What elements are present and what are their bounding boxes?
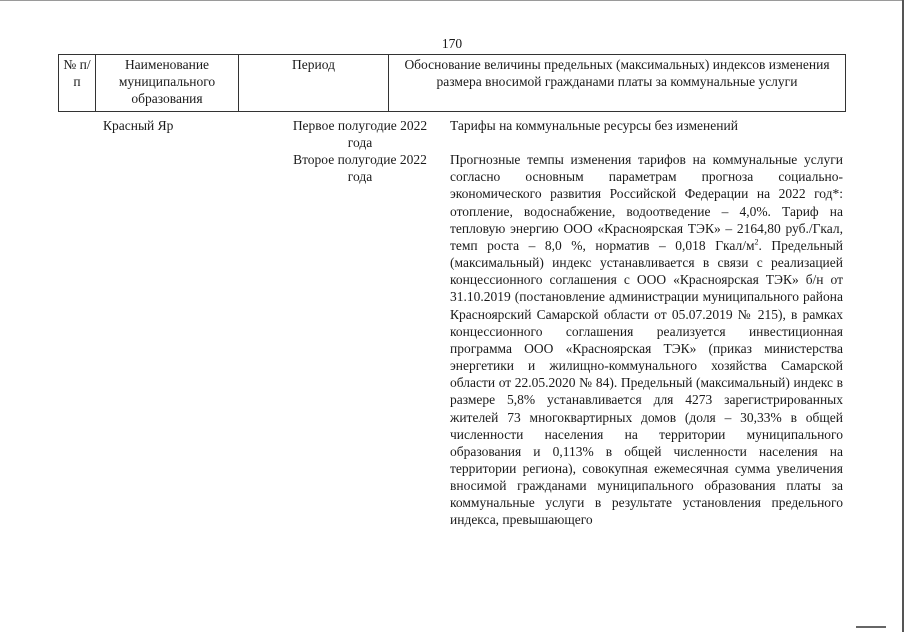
basis-text-part-1: Прогнозные темпы изменения тарифов на коммунальные услуги согласно основным параметрам прогноза социально-экономического развития Российской Федерации на 2022 год*: отопление, водоснабжение, водоотведение – 4,0%. Тариф на тепловую энергию ООО «Красноярская ТЭК» – 2164,80 руб./Гкал, темп роста – 8,0 %, норматив – 0,018 Гкал/м (450, 152, 843, 253)
header-cell-name: Наименование муниципального образования (96, 55, 239, 112)
header-row (59, 55, 846, 112)
basis-paragraph-first-half: Тарифы на коммунальные ресурсы без изменений (450, 118, 738, 133)
header-cell-period: Период (239, 55, 389, 112)
basis-paragraph-second-half (450, 151, 843, 528)
basis-column (450, 117, 843, 529)
scan-artifact (856, 626, 886, 628)
period-second-half: Второе полугодие 2022 года (293, 152, 427, 184)
page-number: 170 (441, 36, 463, 51)
period-first-half: Первое полугодие 2022 года (292, 118, 428, 150)
header-cell-basis: Обоснование величины предельных (максимальных) индексов изменения размера вносимой гражданами платы за коммунальные услуги (389, 55, 846, 112)
table-header (58, 54, 846, 112)
superscript-2: 2 (754, 237, 759, 247)
basis-text-part-2: . Предельный (максимальный) индекс устанавливается в связи с реализацией концессионного соглашения с ООО «Красноярская ТЭК» б/н от 31.10.2019 (постановление администрации муниципального района Красноярский Самарской области от 05.07.2019 № 215), в рамках концессионного соглашения реализуется инвестиционная программа ООО «Красноярская ТЭК» (приказ министерства энергетики и жилищно-коммунального хозяйства Самарской области от 22.05.2020 № 84). Предельный (максимальный) индекс в размере 5,8% устанавливается для 4273 зарегистрированных жителей 73 многоквартирных домов (доля – 30,33% в общей численности населения на территории муниципального образования и 0,113% в общей численности населения на территории региона), совокупная ежемесячная сумма увеличения вносимой гражданами муниципального образования платы за коммунальные услуги в результате установления предельного индекса, превышающего (450, 237, 844, 528)
municipality-name: Красный Яр (103, 118, 174, 133)
scan-top-edge (0, 0, 904, 1)
header-cell-num: № п/п (59, 55, 96, 112)
period-column (290, 117, 430, 185)
